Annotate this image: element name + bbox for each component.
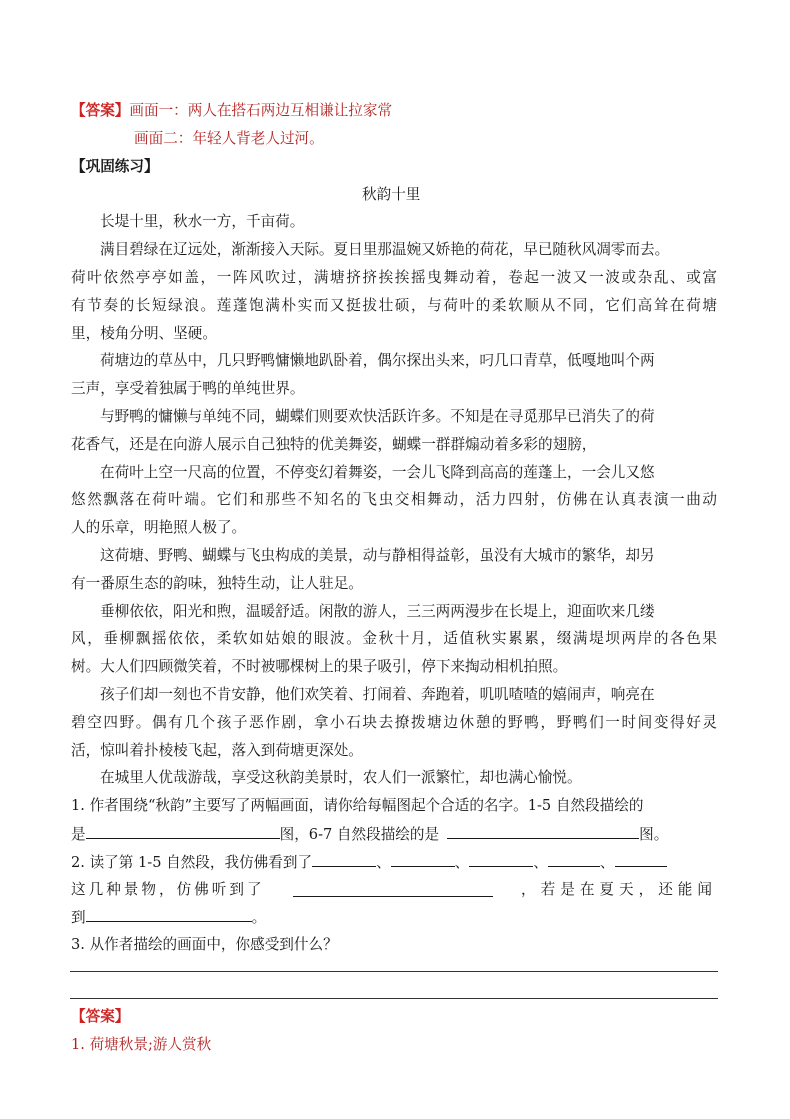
question-1-text: 是 bbox=[71, 826, 86, 843]
article-line: 在城里人优哉游哉，享受这秋韵美景时，农人们一派繁忙，却也满心愉悦。 bbox=[100, 769, 582, 786]
article-line: 与野鸭的慵懒与单纯不同，蝴蝶们则要欢快活跃许多。不知是在寻觅那早已消失了的荷 bbox=[100, 408, 655, 425]
question-1-blanks bbox=[71, 824, 668, 845]
question-2-text: ，若是在夏天，还能闻 bbox=[521, 881, 717, 898]
article-line: 长堤十里，秋水一方，千亩荷。 bbox=[100, 213, 305, 230]
article-line: 荷叶依然亭亭如盖，一阵风吹过，满塘挤挤挨挨摇曳舞动着，卷起一波又一波或杂乱、或富 bbox=[71, 269, 717, 286]
question-1-text: 图，6-7 自然段描绘的是 bbox=[279, 826, 440, 843]
answer-text-1: 1. 荷塘秋景;游人赏秋 bbox=[71, 1036, 212, 1053]
answer-blank-2[interactable] bbox=[447, 824, 639, 839]
article-title: 秋韵十里 bbox=[362, 186, 421, 203]
prev-answer-text-1: 画面一：两人在搭石两边互相谦让拉家常 bbox=[129, 102, 393, 119]
article-line: 人的乐章，明艳照人极了。 bbox=[71, 519, 247, 536]
article-line: 风，垂柳飘摇依依，柔软如姑娘的眼波。金秋十月，适值秋实累累，缀满堤坝两岸的各色果 bbox=[71, 630, 717, 647]
article-line: 三声，享受着独属于鸭的单纯世界。 bbox=[71, 380, 305, 397]
article-line: 荷塘边的草丛中，几只野鸭慵懒地趴卧着，偶尔探出头来，叼几口青草，低嘎地叫个两 bbox=[100, 352, 655, 369]
answer-blank-3[interactable] bbox=[312, 852, 376, 867]
answer-blank-1[interactable] bbox=[86, 824, 280, 839]
article-line: 花香气，还是在向游人展示自己独特的优美舞姿，蝴蝶一群群煽动着多彩的翅膀， bbox=[71, 436, 597, 453]
question-1-text: 图。 bbox=[639, 826, 669, 843]
answer-blank-6[interactable] bbox=[548, 852, 600, 867]
answer-blank-4[interactable] bbox=[391, 852, 455, 867]
answer-line-1[interactable] bbox=[70, 971, 718, 972]
question-1-prompt: 1. 作者围绕“秋韵”主要写了两幅画面，请你给每幅图起个合适的名字。1-5 自然段描绘的 bbox=[71, 797, 644, 814]
answer-blank-7[interactable] bbox=[615, 852, 667, 867]
article-line: 有一番原生态的韵味，独特生动，让人驻足。 bbox=[71, 575, 363, 592]
question-2-line-3 bbox=[71, 907, 266, 928]
article-line: 孩子们却一刻也不肯安静，他们欢笑着、打闹着、奔跑着，叽叽喳喳的嬉闹声，响亮在 bbox=[100, 686, 655, 703]
separator: 、 bbox=[533, 854, 548, 871]
question-2-prompt bbox=[71, 852, 667, 873]
question-2-text: 2. 读了第 1-5 自然段，我仿佛看到了 bbox=[71, 854, 313, 871]
question-2-line-2 bbox=[71, 880, 717, 900]
prev-answer-label: 【答案】 bbox=[71, 102, 130, 119]
article-line: 里，棱角分明、坚硬。 bbox=[71, 325, 217, 342]
article-line: 满目碧绿在辽远处，渐渐接入天际。夏日里那温婉又娇艳的荷花，早已随秋风凋零而去。 bbox=[100, 241, 670, 258]
section-title: 【巩固练习】 bbox=[71, 158, 159, 175]
article-line: 在荷叶上空一尺高的位置，不停变幻着舞姿，一会儿飞降到高高的莲蓬上，一会儿又悠 bbox=[100, 464, 655, 481]
question-2-text: 。 bbox=[251, 909, 267, 926]
question-3-prompt: 3. 从作者描绘的画面中，你感受到什么？ bbox=[71, 936, 338, 953]
article-line: 活，惊叫着扑棱棱飞起，落入到荷塘更深处。 bbox=[71, 742, 363, 759]
question-2-text: 这几种景物，仿佛听到了 bbox=[71, 881, 265, 898]
article-line: 这荷塘、野鸭、蝴蝶与飞虫构成的美景，动与静相得益彰，虽没有大城市的繁华，却另 bbox=[100, 547, 655, 564]
prev-answer-line-2: 画面二：年轻人背老人过河。 bbox=[134, 130, 324, 147]
answer-blank-8[interactable] bbox=[293, 882, 493, 897]
answer-blank-5[interactable] bbox=[469, 852, 533, 867]
separator: 、 bbox=[376, 854, 391, 871]
article-line: 有节奏的长短绿浪。莲蓬饱满朴实而又挺拔壮硕，与荷叶的柔软顺从不同，它们高耸在荷塘 bbox=[71, 297, 717, 314]
separator: 、 bbox=[454, 854, 470, 871]
article-line: 悠然飘落在荷叶端。它们和那些不知名的飞虫交相舞动，活力四射，仿佛在认真表演一曲动 bbox=[71, 491, 717, 508]
question-2-text: 到 bbox=[71, 909, 86, 926]
answer-line-2[interactable] bbox=[70, 998, 718, 999]
prev-answer-line-1 bbox=[71, 101, 392, 121]
answer-blank-9[interactable] bbox=[86, 907, 252, 922]
answer-label: 【答案】 bbox=[71, 1008, 130, 1025]
separator: 、 bbox=[599, 854, 615, 871]
article-line: 碧空四野。偶有几个孩子恶作剧，拿小石块去撩拨塘边休憩的野鸭，野鸭们一时间变得好灵 bbox=[71, 714, 717, 731]
article-line: 垂柳依依，阳光和煦，温暖舒适。闲散的游人，三三两两漫步在长堤上，迎面吹来几缕 bbox=[100, 603, 655, 620]
article-line: 树。大人们四顾微笑着，不时被哪棵树上的果子吸引，停下来掏动相机拍照。 bbox=[71, 658, 568, 675]
